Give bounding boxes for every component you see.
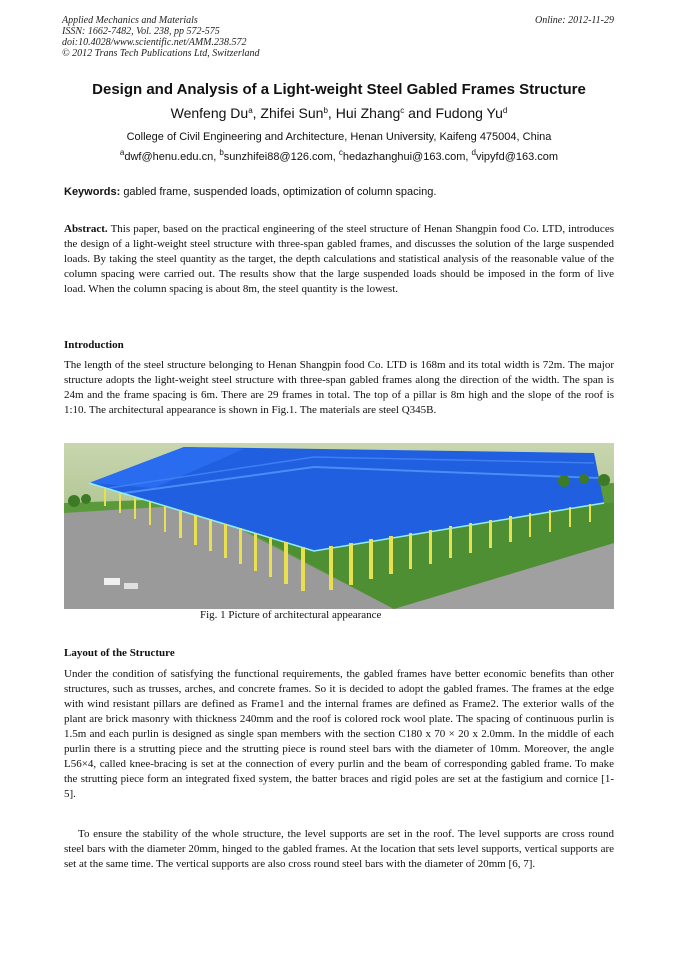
author-name: Fudong Yu: [435, 105, 503, 121]
email-separator: ,: [332, 151, 339, 163]
author-separator: ,: [327, 105, 336, 121]
keywords-text: gabled frame, suspended loads, optimization of column spacing.: [123, 186, 437, 198]
layout-paragraph-1: Under the condition of satisfying the functional requirements, the gabled frames have better economic benefits than other structures, such as trusses, arches, and concrete frames. So it is decided to adopt the gabled frames. The frames at the edge with wind resistant pillars are defined as Frame1 and the internal frames are defined as Frame2. The exterior walls of the plant are brick masonry with thickness 240mm and the roof is colored rock wool plate. The spacing of continuous purlin is 1.5m and each purlin is designed as single span members with the section C180 x 70 × 20 x 2.0mm. In the middle of each purlin there is a strutting piece and the strutting piece is round steel bars with the diameter of 10mm. Moreover, the angle L56×4, called knee-bracing is set at the connection of every purlin and the beam of corresponding gabled frame. To make the strutting piece form an integrated fixed system, the batter braces and rigid poles are set at the fastigium and cornice [1-5].: [64, 668, 614, 800]
building-rendering: [64, 443, 614, 609]
paper-title: Design and Analysis of a Light-weight Steel Gabled Frames Structure: [92, 81, 586, 98]
email-marker: a: [119, 148, 125, 157]
copyright-line: © 2012 Trans Tech Publications Ltd, Switzerland: [62, 48, 260, 59]
issn-line: ISSN: 1662-7482, Vol. 238, pp 572-575: [62, 26, 220, 37]
layout-paragraph-2: [64, 827, 614, 872]
abstract: [64, 222, 614, 297]
email-address[interactable]: sunzhifei88@126.com: [223, 151, 333, 163]
abstract-label: Abstract.: [64, 223, 108, 235]
author-name: Zhifei Sun: [260, 105, 324, 121]
affiliation: College of Civil Engineering and Architecture, Henan University, Kaifeng 475004, China: [126, 131, 552, 143]
section-heading-layout: Layout of the Structure: [64, 647, 175, 659]
online-date: Online: 2012-11-29: [535, 15, 614, 26]
abstract-text: This paper, based on the practical engineering of the steel structure of Henan Shangpin food Co. LTD, introduces the design of a light-weight steel structure with three-span gabled frames, and discusses the solution of the large suspended loads. By taking the steel quantity as the target, the depth calculations and statistical analysis of the reasonable value of the column spacing were carried out. The results show that the large suspended loads should be imposed in the form of live load. When the column spacing is about 8m, the steel quantity is the lowest.: [64, 223, 614, 295]
email-address[interactable]: hedazhanghui@163.com: [342, 151, 466, 163]
doi-line: doi:10.4028/www.scientific.net/AMM.238.572: [62, 37, 247, 48]
journal-header: [62, 15, 260, 59]
email-separator: ,: [213, 151, 220, 163]
author-marker: d: [502, 106, 508, 115]
section-heading-introduction: Introduction: [64, 339, 124, 351]
journal-name: Applied Mechanics and Materials: [62, 15, 198, 26]
author-marker: a: [248, 106, 253, 115]
keywords-label: Keywords:: [64, 186, 121, 198]
figure-caption: Fig. 1 Picture of architectural appearance: [200, 609, 382, 621]
introduction-paragraph: The length of the steel structure belonging to Henan Shangpin food Co. LTD is 168m and its total width is 72m. The major structure adopts the light-weight steel structure with three-span gabled frames along the direction of the width. The span is 24m and the frame spacing is 6m. There are 29 frames in total. The top of a pillar is 8m high and the slope of the roof is 1:10. The architectural appearance is shown in Fig.1. The materials are steel Q345B.: [64, 359, 614, 416]
keywords: [64, 186, 614, 198]
author-separator: and: [404, 105, 436, 121]
email-address[interactable]: vipyfd@163.com: [475, 151, 559, 163]
figure-architectural-appearance: [64, 443, 614, 609]
author-list: [0, 105, 678, 121]
author-marker: b: [323, 106, 328, 115]
layout-paragraph-2-text: To ensure the stability of the whole structure, the level supports are set in the roof. The level supports are cross round steel bars with the diameter 20mm, hinged to the gabled frames. At the location that sets level supports, vertical supports are set at the same time. The vertical supports are also cross round steel bars with the diameter of 20mm [6, 7].: [64, 828, 614, 870]
email-marker: c: [338, 148, 343, 157]
author-marker: c: [400, 106, 405, 115]
email-list: [0, 148, 678, 163]
email-separator: ,: [465, 151, 472, 163]
author-name: Wenfeng Du: [170, 105, 249, 121]
author-name: Hui Zhang: [335, 105, 401, 121]
email-marker: b: [219, 148, 224, 157]
email-marker: d: [471, 148, 476, 157]
email-address[interactable]: dwf@henu.edu.cn: [124, 151, 214, 163]
author-separator: ,: [252, 105, 261, 121]
